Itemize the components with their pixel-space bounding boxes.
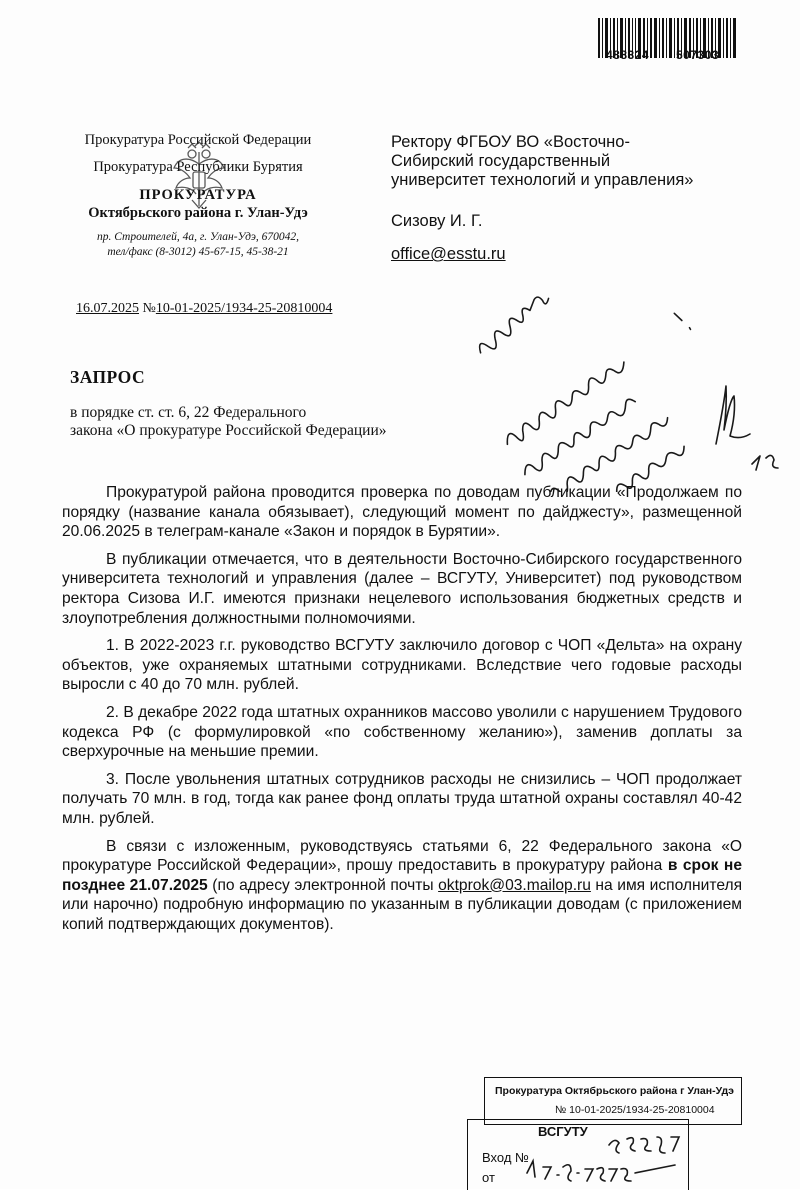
barcode-number-right: 507303 [676,48,720,62]
coat-of-arms-icon [170,142,228,214]
sender-address: пр. Строителей, 4а, г. Улан-Удэ, 670042, [96,231,300,243]
addressee-name: Сизову И. Г. [391,212,483,230]
deadline-text: в срок не позднее 21.07.2025 [62,857,742,894]
outgoing-stamp [484,1077,742,1125]
outgoing-stamp-line-1: Прокуратура Октябрьского района г Улан-Удэ [495,1085,734,1097]
registration-prefix: № [142,301,156,316]
registration-date: 16.07.2025 [76,301,139,316]
sender-line-2: Прокуратура Республики Бурятия [93,159,303,175]
paragraph-6-part-3: на имя исполнителя или нарочно) подробную информацию по указанным в публикации доводам (с приложением копий подтверждающих документов). [62,876,743,933]
subtitle-line-2: закона «О прокуратуре Российской Федерации» [70,422,387,439]
sender-line-3: ПРОКУРАТУРА [139,187,257,203]
addressee-line-2: Сибирский государственный [391,152,611,170]
registration-code: 10-01-2025/1934-25-20810004 [155,301,333,316]
document-title: ЗАПРОС [70,367,146,387]
paragraph-4: 2. В декабре 2022 года штатных охранников массово уволили с нарушением Трудового кодекса РФ (с формулировкой «по собственному желанию»), заменив доплаты за сверхурочные на меньшие премии. [62,703,742,761]
incoming-stamp-number-label: Вход № [482,1150,529,1165]
paragraph-6 [62,837,742,935]
handwritten-resolution [440,232,800,492]
addressee-email[interactable]: office@esstu.ru [391,245,506,263]
sender-phone: тел/факс (8-3012) 45-67-15, 45-38-21 [107,246,289,258]
incoming-stamp-handwriting [505,1125,705,1189]
incoming-stamp-org: ВСГУТУ [538,1124,588,1139]
outgoing-stamp-line-2: № 10-01-2025/1934-25-20810004 [555,1104,715,1116]
registration-number [76,301,332,317]
addressee-line-1: Ректору ФГБОУ ВО «Восточно- [391,133,630,151]
document-body [62,483,742,942]
barcode-number-left: 488324 [606,48,650,62]
paragraph-2: В публикации отмечается, что в деятельности Восточно-Сибирского государственного университета технологий и управления (далее – ВСГУТУ, Университет) под руководством ректора Сизова И.Г. имеются признаки нецелевого использования бюджетных средств и злоупотребления должностными полномочиями. [62,550,742,627]
addressee-line-3: университет технологий и управления» [391,171,694,189]
paragraph-3: 1. В 2022-2023 г.г. руководство ВСГУТУ заключило договор с ЧОП «Дельта» на охрану объектов, уже охраняемых штатными сотрудниками. Вследствие чего годовые расходы выросли с 40 до 70 млн. рублей. [62,637,742,694]
sender-line-1: Прокуратура Российской Федерации [84,132,312,148]
document-subtitle [70,404,490,440]
incoming-stamp-date-label: от [482,1170,495,1185]
reply-email-link[interactable]: oktprok@03.mailop.ru [438,876,591,894]
paragraph-6-part-2: (по адресу электронной почты [207,876,439,894]
paragraph-6-part-1: В связи с изложенным, руководствуясь статьями 6, 22 Федерального закона «О прокуратуре Российской Федерации», прошу предоставить в прокуратуру района [62,837,742,875]
paragraph-1: Прокуратурой района проводится проверка по доводам публикации «Продолжаем по порядку (название канала обязывает), следующий момент по дайджесту», размещенной 20.06.2025 в телеграм-канале «Закон и порядок в Бурятии». [62,484,742,541]
subtitle-line-1: в порядке ст. ст. 6, 22 Федерального [70,404,307,421]
sender-line-4: Октябрьского района г. Улан-Удэ [88,205,308,221]
paragraph-5: 3. После увольнения штатных сотрудников расходы не снизились – ЧОП продолжает получать 70 млн. в год, тогда как ранее фонд оплаты труда штатной охраны составлял 40-42 млн. рублей. [62,770,742,827]
